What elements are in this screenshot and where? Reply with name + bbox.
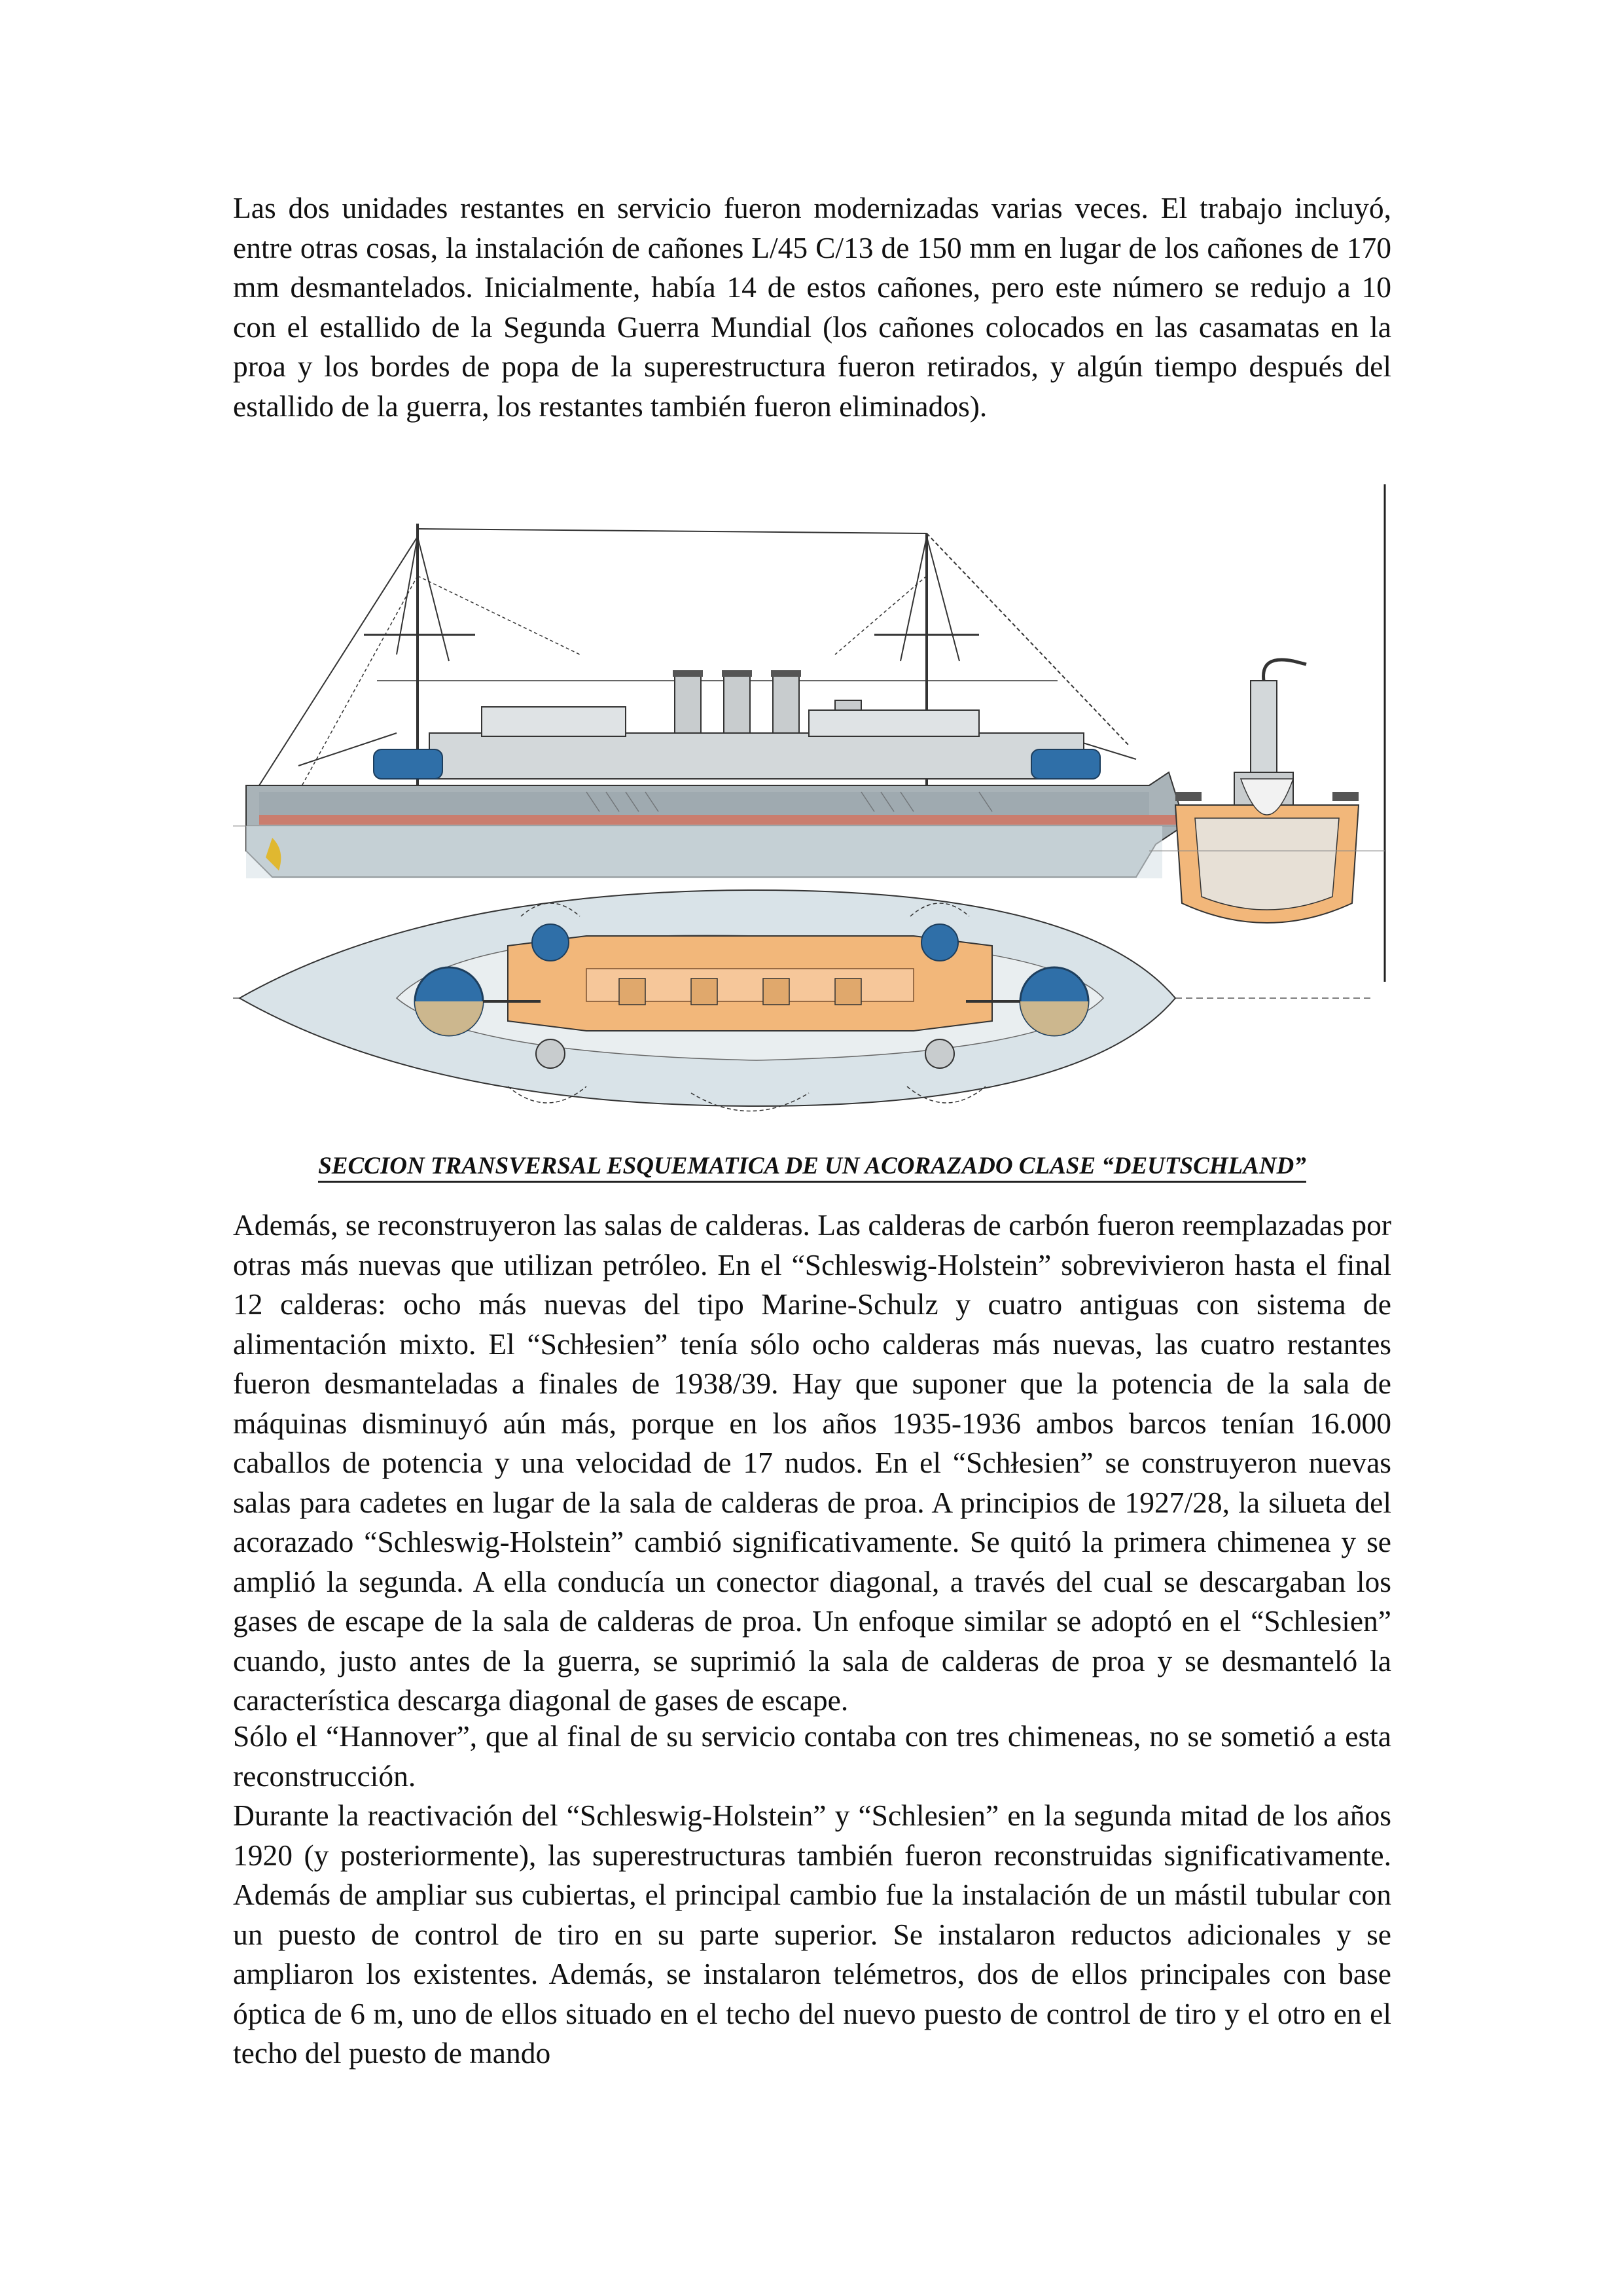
paragraph-2: Además, se reconstruyeron las salas de calderas. Las calderas de carbón fueron reemplazadas por otras más nuevas que utilizan petróleo. En el “Schleswig-Holstein” sobrevivieron hasta el final 12 calderas: ocho más nuevas del tipo Marine-Schulz y cuatro antiguas con sistema de alimentación mixto. El “Schłesien” tenía sólo ocho calderas más nuevas, las cuatro restantes fueron desmanteladas a finales de 1938/39. Hay que suponer que la potencia de la sala de máquinas disminuyó aún más, porque en los años 1935-1936 ambos barcos tenían 16.000 caballos de potencia y una velocidad de 17 nudos. En el “Schłesien” se construyeron nuevas salas para cadetes en lugar de la sala de calderas de proa. A principios de 1927/28, la silueta del acorazado “Schleswig-Holstein” cambió significativamente. Se quitó la primera chimenea y se amplió la segunda. A ella conducía un conector diagonal, a través del cual se descargaban los gases de escape de la sala de calderas de proa. Un enfoque similar se adoptó en el “Schlesien” cuando, justo antes de la guerra, se suprimió la sala de calderas de proa y se desmanteló la característica descarga diagonal de gases de escape. [233, 1208, 1391, 1717]
battleship-schematic-figure [233, 484, 1391, 1158]
plan-view-drawing [233, 890, 1372, 1111]
figure-caption-text: SECCION TRANSVERSAL ESQUEMATICA DE UN ACORAZADO CLASE “DEUTSCHLAND” [318, 1153, 1306, 1183]
cross-section-drawing [1149, 484, 1385, 982]
paragraph-1: Las dos unidades restantes en servicio fueron modernizadas varias veces. El trabajo incluyó, entre otras cosas, la instalación de cañones L/45 C/13 de 150 mm en lugar de los cañones de 170 mm desmantelados. Inicialmente, había 14 de estos cañones, pero este número se redujo a 10 con el estallido de la Segunda Guerra Mundial (los cañones colocados en las casamatas en la proa y los bordes de popa de la superestructura fueron retirados, y algún tiempo después del estallido de la guerra, los restantes también fueron eliminados). [233, 191, 1391, 423]
paragraph-4: Durante la reactivación del “Schleswig-Holstein” y “Schlesien” en la segunda mitad de los años 1920 (y posteriormente), las superestructuras también fueron reconstruidas significativamente. Además de ampliar sus cubiertas, el principal cambio fue la instalación de un mástil tubular con un puesto de control de tiro en su parte superior. Se instalaron reductos adicionales y se ampliaron los existentes. Además, se instalaron telémetros, dos de ellos principales con base óptica de 6 m, uno de ellos situado en el techo del nuevo puesto de control de tiro y el otro en el techo del puesto de mando [233, 1799, 1391, 2070]
figure-caption [233, 1152, 1391, 1180]
paragraph-3: Sólo el “Hannover”, que al final de su servicio contaba con tres chimeneas, no se sometió a esta reconstrucción. [233, 1719, 1391, 1793]
side-elevation-drawing [233, 524, 1188, 878]
